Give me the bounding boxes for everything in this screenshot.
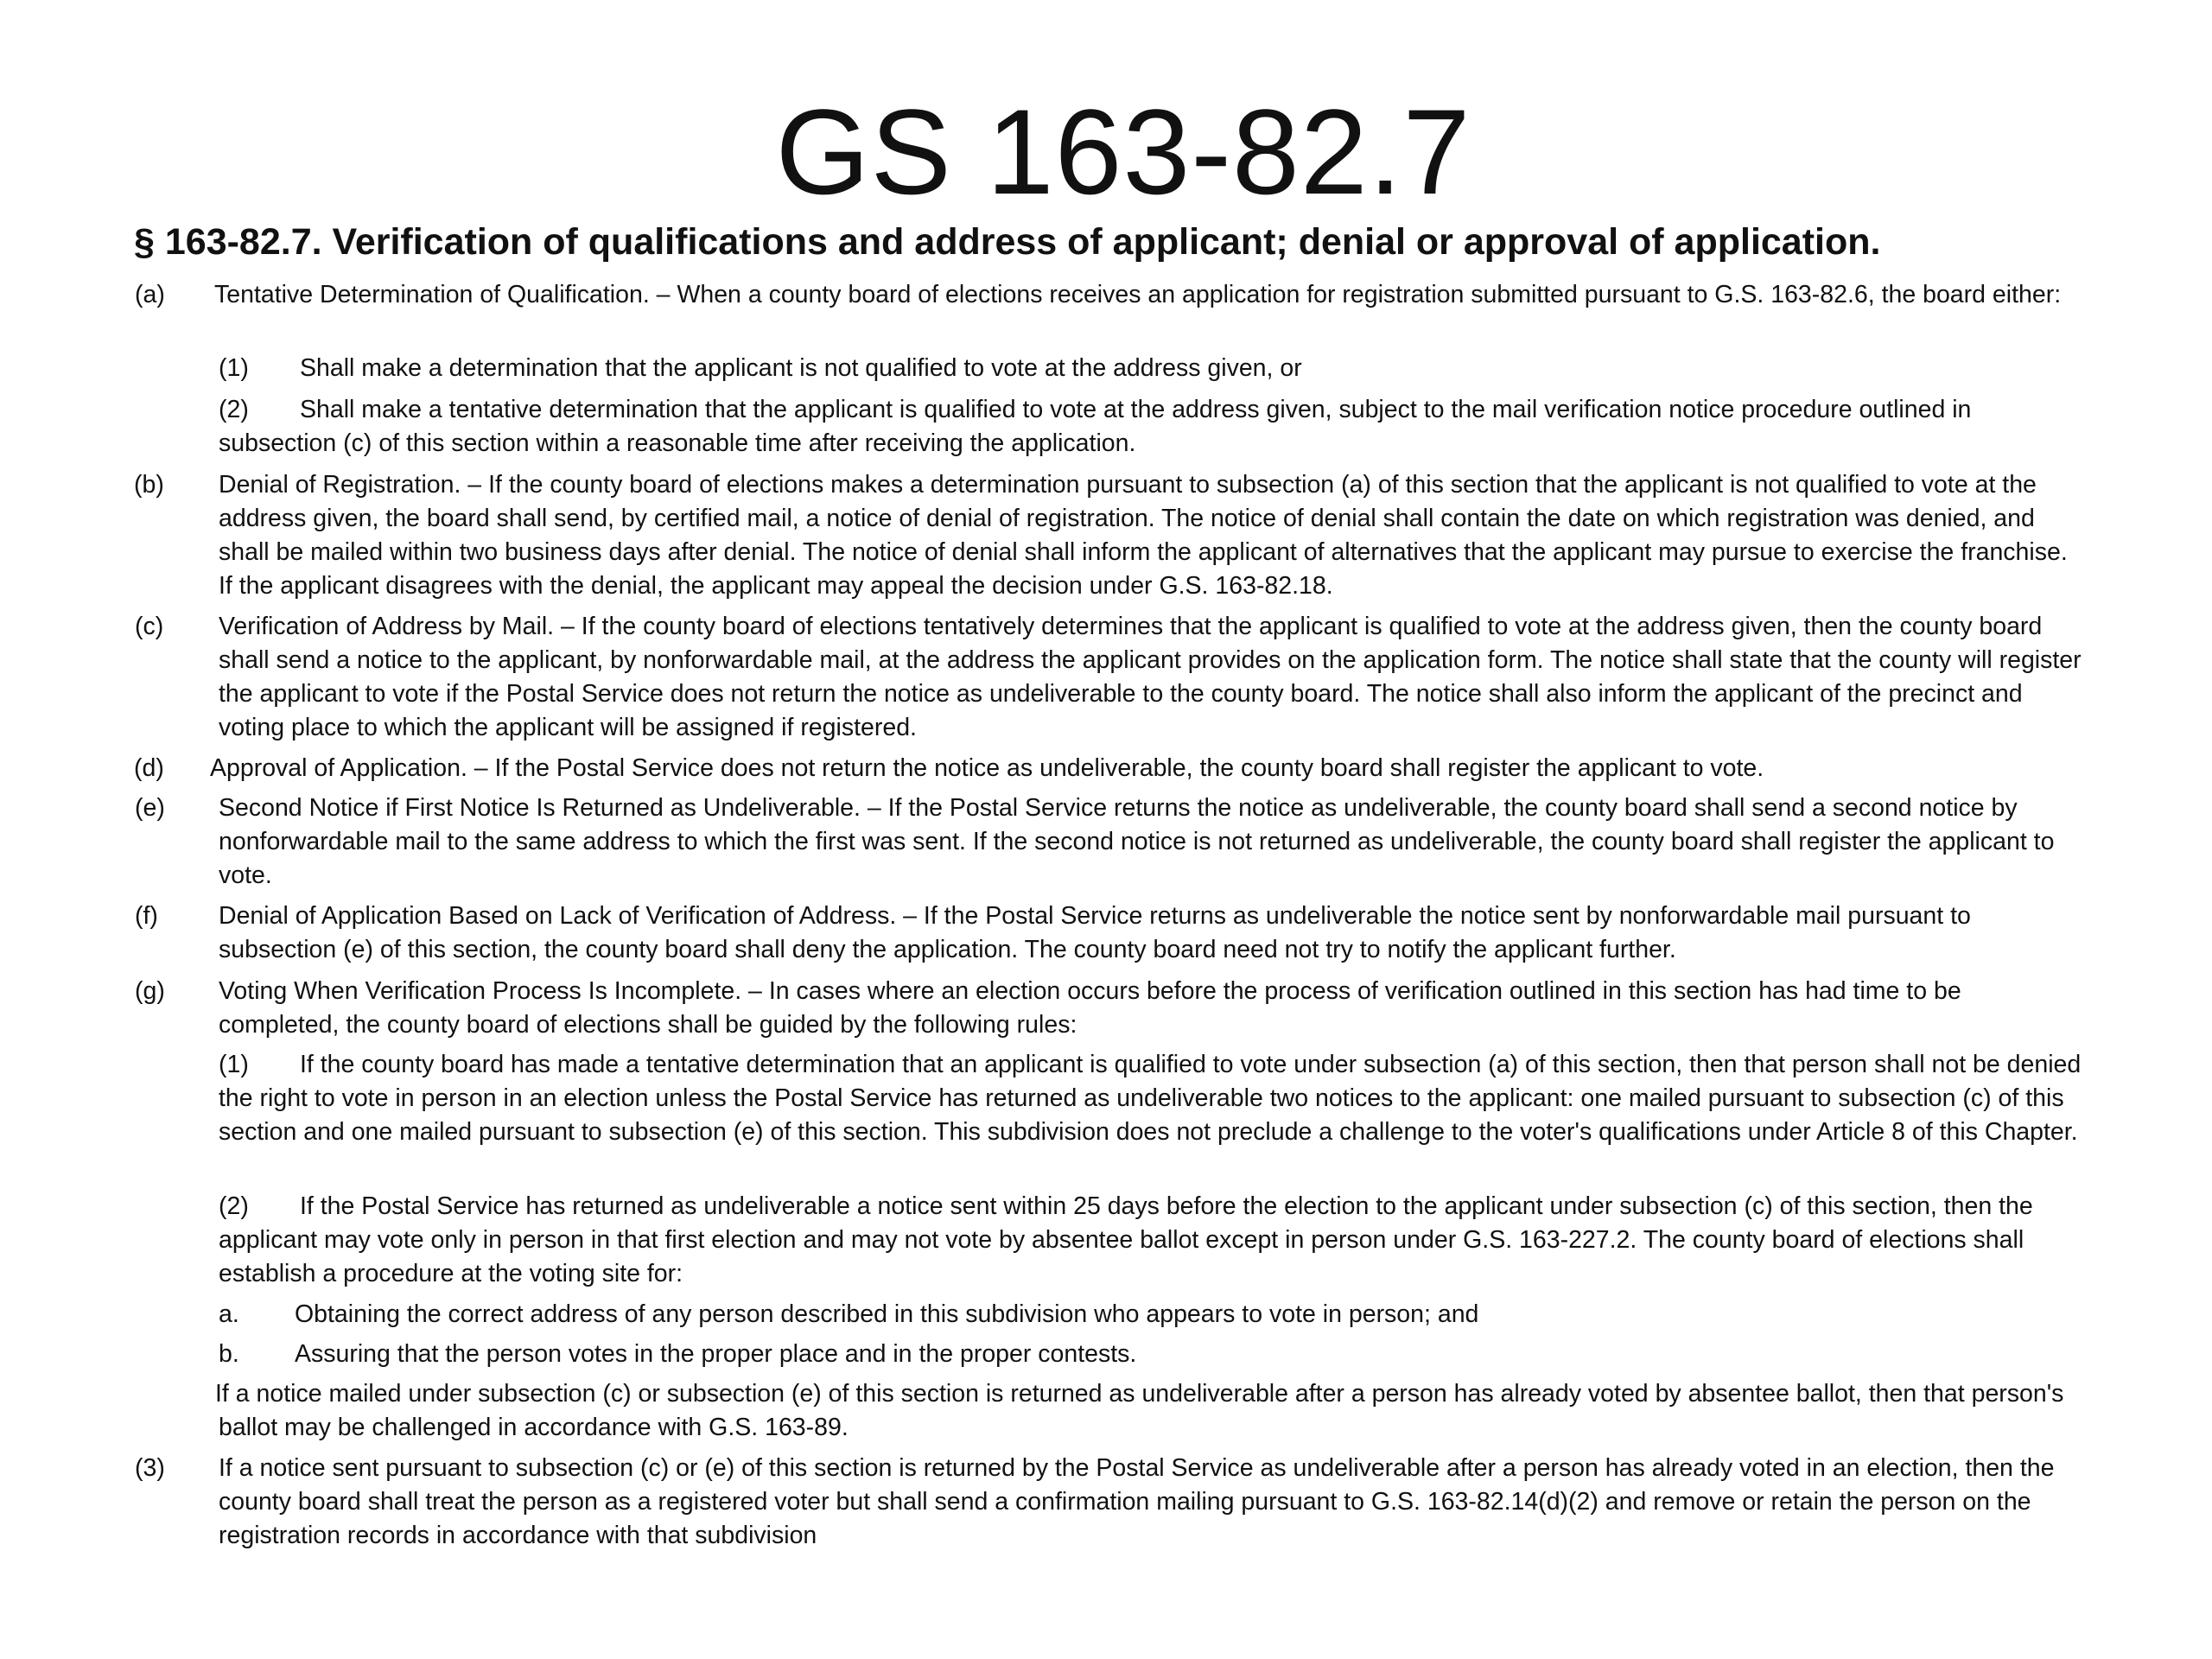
paragraph-g-2-b [219,1338,2085,1371]
paragraph-g-2-a [219,1298,2085,1332]
paragraph-text: Denial of Application Based on Lack of Verification of Address. – If the Postal Service returns as undeliverable the notice sent by nonforwardable mail pursuant to subsection (e) of this section, the county board shall deny the application. The county board need not try to notify the applicant further. [219,902,1971,963]
paragraph-text: Assuring that the person votes in the proper place and in the proper contests. [295,1340,1137,1368]
paragraph-text: Obtaining the correct address of any person described in this subdivision who appears to vote in person; and [295,1300,1479,1328]
paragraph-c [135,610,2085,745]
paragraph-a [135,278,2085,312]
paragraph-g-2 [219,1190,2085,1291]
paragraph-label: b. [219,1340,239,1368]
paragraph-text: Denial of Registration. – If the county board of elections makes a determination pursuant to subsection (a) of this section that the applicant is not qualified to vote at the address given, the board shall send, by certified mail, a notice of denial of registration. The notice of denial shall contain the date on which registration was denied, and shall be mailed within two business days after denial. The notice of denial shall inform the applicant of alternatives that the applicant may pursue to exercise the franchise. If the applicant disagrees with the denial, the applicant may appeal the decision under G.S. 163-82.18. [219,471,2068,600]
paragraph-g-3 [135,1452,2085,1553]
paragraph-g [135,975,2085,1042]
paragraph-label: (2) [219,1192,249,1220]
paragraph-label: (3) [135,1454,165,1482]
paragraph-label: (1) [219,1051,249,1078]
paragraph-label: (d) [134,754,164,782]
paragraph-g-2-closing [215,1377,2085,1445]
paragraph-label: (f) [135,902,158,930]
paragraph-label: a. [219,1300,239,1328]
paragraph-label: (1) [219,354,249,382]
paragraph-a-2 [219,393,2085,461]
paragraph-label: (2) [219,396,249,423]
paragraph-text: Second Notice if First Notice Is Returned as Undeliverable. – If the Postal Service returns the notice as undeliverable, the county board shall send a second notice by nonforwardable mail to the same address to which the first was sent. If the second notice is not returned as undeliverable, the county board shall register the applicant to vote. [219,794,2055,889]
paragraph-b [134,468,2085,603]
paragraph-label: (a) [135,281,165,308]
paragraph-text: Shall make a determination that the applicant is not qualified to vote at the address given, or [300,354,1302,382]
section-heading: § 163-82.7. Verification of qualifications and address of applicant; denial or approval of application. [134,221,1881,263]
paragraph-g-1 [219,1048,2085,1149]
paragraph-e [135,791,2085,893]
paragraph-text: Approval of Application. – If the Postal Service does not return the notice as undeliverable, the county board shall register the applicant to vote. [210,754,1764,782]
paragraph-label: (e) [135,794,165,822]
paragraph-text: Tentative Determination of Qualification. – When a county board of elections receives an application for registration submitted pursuant to G.S. 163-82.6, the board either: [214,281,2062,308]
paragraph-label: (c) [135,613,164,640]
paragraph-text: Verification of Address by Mail. – If the county board of elections tentatively determines that the applicant is qualified to vote at the address given, then the county board shall send a notice to the applicant, by nonforwardable mail, at the address the applicant provides on the application form. The notice shall state that the county will register the applicant to vote if the Postal Service does not return the notice as undeliverable to the county board. The notice shall also inform the applicant of the precinct and voting place to which the applicant will be assigned if registered. [219,613,2082,741]
page-title: GS 163-82.7 [775,84,1471,219]
paragraph-d [134,752,2076,785]
paragraph-text: Shall make a tentative determination that the applicant is qualified to vote at the address given, subject to the mail verification notice procedure outlined in subsection (c) of this section within a reasonable time after receiving the application. [219,396,1972,457]
paragraph-label: (g) [135,977,165,1005]
paragraph-f [135,899,2085,967]
paragraph-text: If the Postal Service has returned as undeliverable a notice sent within 25 days before the election to the applicant under subsection (c) of this section, then the applicant may vote only in person in that first election and may not vote by absentee ballot except in person under G.S. 163-227.2. The county board of elections shall establish a procedure at the voting site for: [219,1192,2033,1287]
paragraph-a-1 [219,352,2085,385]
paragraph-text: If the county board has made a tentative determination that an applicant is qualified to vote under subsection (a) of this section, then that person shall not be denied the right to vote in person in an election unless the Postal Service has returned as undeliverable two notices to the applicant: one mailed pursuant to subsection (c) of this section and one mailed pursuant to subsection (e) of this section. This subdivision does not preclude a challenge to the voter's qualifications under Article 8 of this Chapter. [219,1051,2082,1146]
paragraph-label: (b) [134,471,164,499]
paragraph-text: If a notice sent pursuant to subsection (c) or (e) of this section is returned by the Postal Service as undeliverable after a person has already voted in an election, then the county board shall treat the person as a registered voter but shall send a confirmation mailing pursuant to G.S. 163-82.14(d)(2) and remove or retain the person on the registration records in accordance with that subdivision [219,1454,2055,1549]
paragraph-text: Voting When Verification Process Is Incomplete. – In cases where an election occurs before the process of verification outlined in this section has had time to be completed, the county board of elections shall be guided by the following rules: [219,977,1961,1039]
paragraph-text: If a notice mailed under subsection (c) or subsection (e) of this section is returned as undeliverable after a person has already voted by absentee ballot, then that person's ballot may be challenged in accordance with G.S. 163-89. [215,1380,2064,1441]
